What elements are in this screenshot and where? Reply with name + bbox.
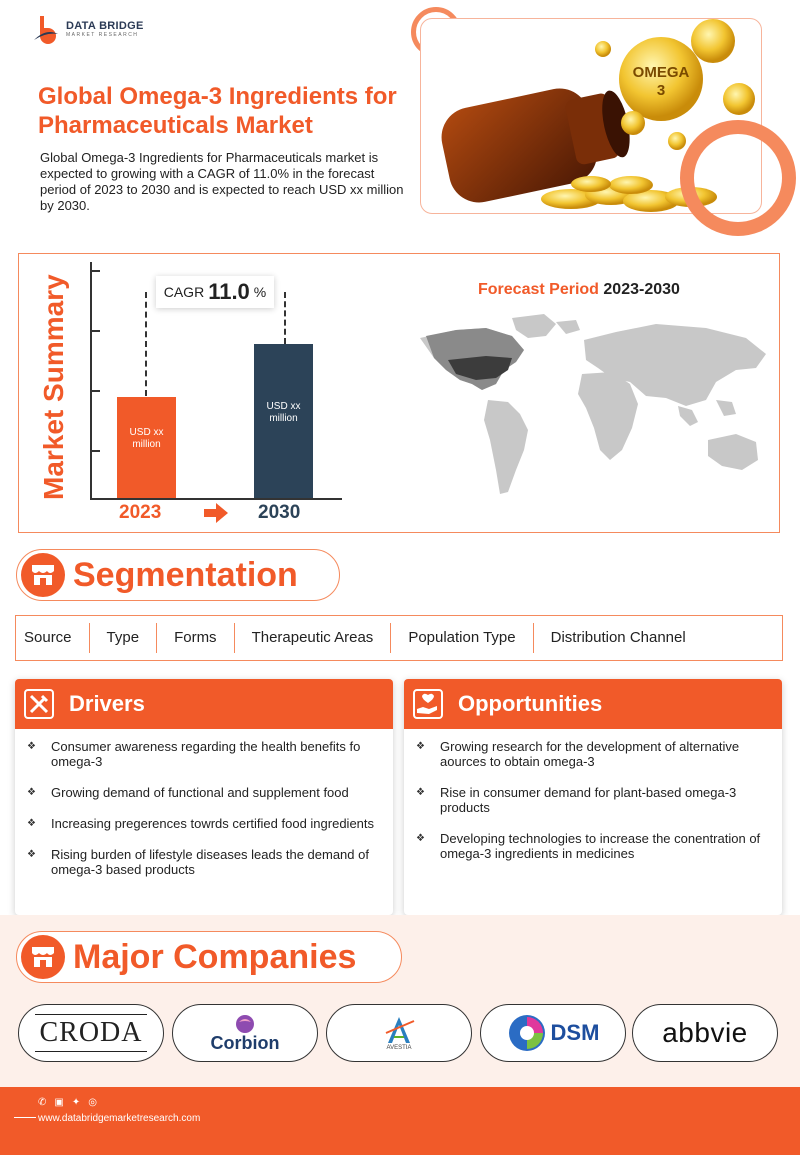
segment-therapeutic-areas: Therapeutic Areas — [235, 623, 392, 653]
bar-2023 — [117, 397, 176, 498]
bar-2030 — [254, 344, 313, 498]
cagr-callout — [156, 276, 274, 308]
arrow-right-icon — [204, 503, 228, 523]
opportunities-card — [404, 679, 782, 915]
cagr-value: 11.0 — [208, 279, 250, 304]
year-2023-label: 2023 — [119, 502, 162, 523]
segment-distribution-channel: Distribution Channel — [550, 629, 686, 646]
twitter-icon[interactable]: ✦ — [71, 1097, 81, 1108]
omega-label-number: 3 — [656, 82, 666, 99]
company-avestia — [326, 1004, 472, 1062]
website-link[interactable]: www.databridgemarketresearch.com — [38, 1113, 201, 1124]
cagr-dash-left — [145, 292, 147, 396]
forecast-period — [478, 281, 680, 299]
page-title: Global Omega-3 Ingredients for Pharmaceuticals Market — [38, 83, 397, 139]
company-corbion-logo: Corbion — [210, 1033, 280, 1053]
cagr-unit: % — [253, 284, 267, 300]
chart-y-axis — [90, 262, 92, 499]
segment-type: Type — [90, 623, 158, 653]
segment-population-type: Population Type — [391, 623, 533, 653]
list-item: ❖ Developing technologies to increase the conentration of omega-3 ingredients in medicines — [416, 831, 766, 861]
intro-text: Global Omega-3 Ingredients for Pharmaceuticals market is expected to growing with a CAGR of 11.0% in the forecast period of 2023 to 2030 and is expected to reach USD xx million by 2030. — [40, 150, 404, 213]
store-icon — [21, 553, 65, 597]
company-abbvie-logo: abbvie — [662, 1017, 748, 1048]
segmentation-bar — [15, 615, 783, 661]
avestia-logo-icon — [382, 1015, 416, 1045]
footer-divider — [14, 1117, 36, 1118]
company-corbion — [172, 1004, 318, 1062]
segmentation-pill — [16, 549, 340, 601]
forecast-label: Forecast Period — [478, 281, 599, 298]
chart-tick — [90, 450, 100, 452]
opportunities-heading: Opportunities — [458, 691, 603, 716]
major-companies-pill — [16, 931, 402, 983]
drivers-heading: Drivers — [69, 691, 145, 716]
company-croda — [18, 1004, 164, 1062]
list-item: ❖ Rise in consumer demand for plant-based omega-3 products — [416, 785, 766, 815]
list-item: ❖ Growing demand of functional and supplement food — [27, 785, 377, 800]
drivers-card — [15, 679, 393, 915]
tools-icon — [23, 688, 55, 720]
market-summary-heading: Market Summary — [38, 274, 69, 500]
segment-forms: Forms — [157, 623, 235, 653]
cagr-dash-right — [284, 292, 286, 344]
instagram-icon[interactable]: ◎ — [88, 1097, 97, 1108]
company-dsm-logo: DSM — [550, 1020, 600, 1045]
decorative-ring — [680, 120, 796, 236]
segment-source: Source — [16, 623, 90, 653]
list-item: ❖ Consumer awareness regarding the health benefits fo omega-3 — [27, 739, 377, 769]
omega-label: OMEGA — [632, 64, 690, 81]
list-item: ❖ Increasing pregerences towrds certified food ingredients — [27, 816, 377, 831]
dsm-logo-icon — [507, 1013, 547, 1053]
chart-x-axis — [90, 498, 342, 500]
chart-tick — [90, 270, 100, 272]
opportunities-header — [404, 679, 782, 729]
year-2030-label: 2030 — [258, 502, 301, 523]
company-abbvie — [632, 1004, 778, 1062]
brand-logo-icon — [32, 14, 60, 44]
facebook-icon[interactable]: ▣ — [54, 1097, 64, 1108]
chart-tick — [90, 330, 100, 332]
whatsapp-icon[interactable]: ✆ — [38, 1097, 47, 1108]
list-item: ❖ Rising burden of lifestyle diseases leads the demand of omega-3 based products — [27, 847, 377, 877]
brand-logo — [32, 14, 144, 44]
company-croda-logo: CRODA — [39, 1017, 143, 1048]
brand-name: DATA BRIDGE — [66, 20, 144, 32]
drivers-list — [15, 729, 393, 877]
corbion-logo-icon — [235, 1014, 255, 1034]
chart-tick — [90, 390, 100, 392]
cagr-prefix: CAGR — [163, 284, 205, 300]
drivers-header — [15, 679, 393, 729]
forecast-years: 2023-2030 — [603, 281, 680, 298]
bar-2030-label: USD xx million — [266, 401, 301, 424]
major-companies-heading: Major Companies — [73, 937, 357, 976]
bar-2023-label: USD xx million — [129, 427, 164, 450]
segmentation-heading: Segmentation — [73, 555, 298, 594]
company-dsm — [480, 1004, 626, 1062]
brand-tagline: MARKET RESEARCH — [66, 32, 139, 38]
world-map — [416, 310, 776, 510]
list-item: ❖ Growing research for the development of alternative aources to obtain omega-3 — [416, 739, 766, 769]
company-avestia-logo: AVESTIA — [386, 1045, 412, 1051]
store-icon — [21, 935, 65, 979]
opportunities-list — [404, 729, 782, 861]
social-links — [38, 1097, 97, 1108]
hand-heart-icon — [412, 688, 444, 720]
